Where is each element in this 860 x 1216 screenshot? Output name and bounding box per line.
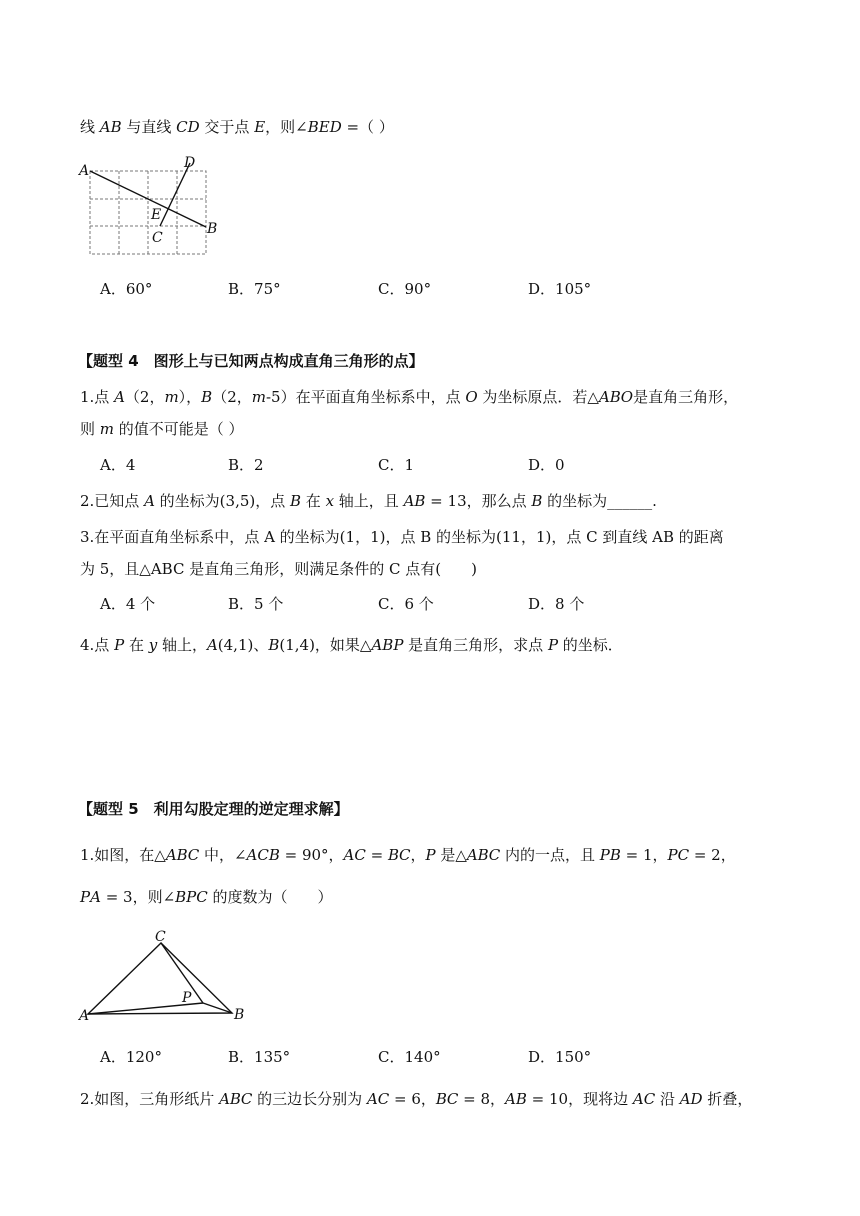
question-text: 1.如图，在△𝐴𝐵𝐶 中，∠𝐴𝐶𝐵 = 90°，𝐴𝐶 = 𝐵𝐶，𝑃 是△𝐴𝐵𝐶 内的一点，且 𝑃𝐵 = 1，𝑃𝐶 = 2，: [80, 846, 736, 864]
option-c: C．6 个: [378, 595, 434, 613]
option-c: C．1: [378, 456, 415, 474]
option-a: A．120°: [100, 1048, 162, 1066]
question-text: 𝑃𝐴 = 3，则∠𝐵𝑃𝐶 的度数为（ ）: [80, 888, 333, 906]
section-heading: 【题型 4 图形上与已知两点构成直角三角形的点】: [78, 352, 424, 370]
option-a: A．4: [100, 456, 136, 474]
option-b: B．2: [228, 456, 264, 474]
label-a: A: [79, 1008, 90, 1024]
question-text: 1.点 𝐴（2，𝑚），𝐵（2，𝑚-5）在平面直角坐标系中，点 𝑂 为坐标原点．若△𝐴𝐵𝑂是直角三角形，: [80, 388, 739, 406]
option-a: A．60°: [100, 280, 153, 298]
label-a: A: [79, 163, 90, 179]
option-b: B．5 个: [228, 595, 284, 613]
triangle-figure: [76, 926, 256, 1026]
label-b: B: [207, 221, 218, 237]
options-row: [100, 593, 780, 615]
options-row: [100, 454, 780, 476]
label-e: E: [151, 207, 162, 223]
options-row: [100, 1046, 780, 1068]
options-row: [100, 278, 780, 300]
question-stem: 线 𝐴𝐵 与直线 𝐶𝐷 交于点 𝐸，则∠𝐵𝐸𝐷 =（ ）: [80, 118, 394, 136]
option-d: D．105°: [528, 280, 592, 298]
label-c: C: [155, 929, 166, 945]
question-text: 4.点 𝑃 在 𝑦 轴上，𝐴(4,1)、𝐵(1,4)，如果△𝐴𝐵𝑃 是直角三角形，求点 𝑃 的坐标．: [80, 636, 623, 654]
option-d: D．150°: [528, 1048, 592, 1066]
option-b: B．135°: [228, 1048, 291, 1066]
question-text: 2.如图，三角形纸片 𝐴𝐵𝐶 的三边长分别为 𝐴𝐶 = 6，𝐵𝐶 = 8，𝐴𝐵 = 10，现将边 𝐴𝐶 沿 𝐴𝐷 折叠，: [80, 1090, 753, 1108]
question-text: 2.已知点 𝐴 的坐标为(3,5)，点 𝐵 在 𝑥 轴上，且 𝐴𝐵 = 13，那么点 𝐵 的坐标为______.: [80, 492, 657, 510]
label-c: C: [152, 230, 163, 246]
question-text: 则 𝑚 的值不可能是（ ）: [80, 420, 244, 438]
question-text: 3.在平面直角坐标系中，点 A 的坐标为(1，1)，点 B 的坐标为(11，1)，点 C 到直线 AB 的距离: [80, 528, 724, 546]
option-d: D．8 个: [528, 595, 585, 613]
section-heading: 【题型 5 利用勾股定理的逆定理求解】: [78, 800, 349, 818]
option-c: C．140°: [378, 1048, 441, 1066]
question-text: 为 5，且△ABC 是直角三角形，则满足条件的 C 点有( ): [80, 560, 477, 578]
label-b: B: [234, 1007, 245, 1023]
option-b: B．75°: [228, 280, 281, 298]
grid-intersection-figure: [76, 152, 226, 264]
label-d: D: [184, 155, 196, 171]
label-p: P: [182, 990, 192, 1006]
option-d: D．0: [528, 456, 565, 474]
option-a: A．4 个: [100, 595, 156, 613]
option-c: C．90°: [378, 280, 432, 298]
triangle-abc: [88, 943, 232, 1014]
